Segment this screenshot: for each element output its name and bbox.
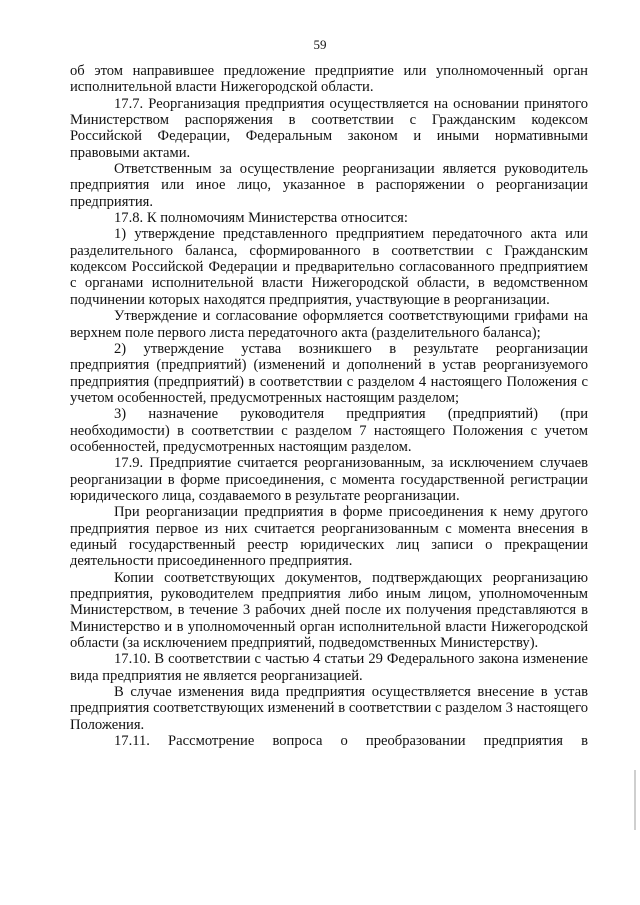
page-number: 59 [313, 37, 327, 52]
scan-edge-mark [634, 770, 636, 830]
paragraph: Копии соответствующих документов, подтверждающих реорганизацию предприятия, руководителем предприятия либо иным лицом, уполномоченным Министерством, в течение 3 рабочих дней после их получения представляются в Министерство и в уполномоченный орган исполнительной власти Нижегородской области (за исключением предприятий, подведомственных Министерству). [70, 569, 588, 652]
paragraph: 17.11. Рассмотрение вопроса о преобразовании предприятия в [114, 733, 588, 750]
paragraph: Ответственным за осуществление реорганизации является руководитель предприятия или иное лицо, указанное в распоряжении о реорганизации предприятия. [70, 161, 588, 210]
paragraph: 17.7. Реорганизация предприятия осуществляется на основании принятого Министерством распоряжения в соответствии с Гражданским кодексом Российской Федерации, Федеральным законом и иными нормативными правовыми актами. [70, 95, 588, 161]
paragraph: 17.10. В соответствии с частью 4 статьи 29 Федерального закона изменение вида предприятия не является реорганизацией. [70, 651, 588, 684]
paragraph: При реорганизации предприятия в форме присоединения к нему другого предприятия первое из них считается реорганизованным с момента внесения в единый государственный реестр юридических лиц записи о прекращении деятельности присоединенного предприятия. [70, 504, 588, 570]
paragraph: 17.9. Предприятие считается реорганизованным, за исключением случаев реорганизации в форме присоединения, с момента государственной регистрации юридического лица, создаваемого в результате реорганизации. [70, 455, 588, 504]
paragraph: В случае изменения вида предприятия осуществляется внесение в устав предприятия соответствующих изменений в соответствии с разделом 3 настоящего Положения. [70, 684, 588, 733]
paragraph: 3) назначение руководителя предприятия (предприятий) (при необходимости) в соответствии с разделом 7 настоящего Положения с учетом особенностей, предусмотренных настоящим разделом. [70, 406, 588, 455]
paragraph: 2) утверждение устава возникшего в результате реорганизации предприятия (предприятий) (изменений и дополнений в устав реорганизуемого предприятия (предприятий) в соответствии с разделом 4 настоящего Положения с учетом особенностей, предусмотренных настоящим разделом; [70, 340, 588, 406]
paragraph: Утверждение и согласование оформляется соответствующими грифами на верхнем поле первого листа передаточного акта (разделительного баланса); [70, 308, 588, 341]
paragraph: об этом направившее предложение предприятие или уполномоченный орган исполнительной власти Нижегородской области. [70, 63, 588, 96]
paragraph: 1) утверждение представленного предприятием передаточного акта или разделительного баланса, сформированного в соответствии с Гражданским кодексом Российской Федерации и предварительно согласованного предприятием с органами исполнительной власти Нижегородской области, в ведомственном подчинении которых находятся предприятия, участвующие в реорганизации. [70, 226, 588, 308]
document-body [70, 63, 588, 749]
paragraph: 17.8. К полномочиям Министерства относится: [114, 210, 408, 227]
